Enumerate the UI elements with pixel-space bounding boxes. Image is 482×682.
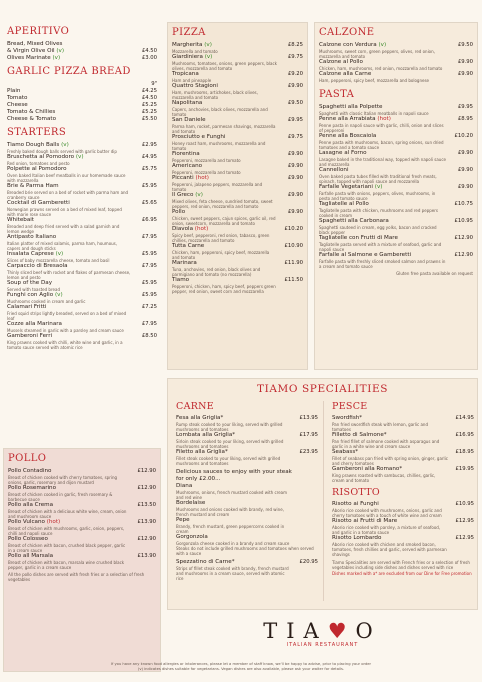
menu-item: Calamari Fritti £7.25 Fried squid strips lightly breaded, served on a bed of mixed leaf [7, 304, 157, 321]
menu-item: Napolitana £9.50 Capers, anchovies, black olives, mozzarella and tomato [172, 100, 303, 117]
specialities-section [167, 378, 478, 610]
menu-item: Calzone alla Carne £9.90 Ham, pepperoni, spicy beef, mozzarella and bolognese [319, 71, 473, 83]
menu-item: Piccanti (hot) £9.90 Pepperoni, jalapeno peppers, mozzarella and tomato [172, 175, 303, 192]
starters-section [3, 127, 161, 350]
column-divider [323, 401, 324, 601]
menu-item: Antipasto Italiano £7.95 Italian platter of mixed salamis, parma ham, houmous, capers and dough sticks [7, 234, 157, 251]
menu-item: Filetto alla Griglia* £23.95 Fillet steak cooked to your liking, served with grilled mushrooms and tomatoes [176, 449, 318, 466]
logo-wordmark: TIA♥O [263, 619, 382, 643]
menu-item: Whitebait £6.95 Breaded and deep fried served with a salad garnish and lemon wedge [7, 217, 157, 234]
promotion-note: Dishes marked with a* are excluded from our Dine for Free promotion [332, 571, 472, 576]
menu-item: Pollo Contadino £12.90 Breast of chicken cooked with cherry tomatoes, spring onions, garlic, rosemary and dijon mustard [8, 468, 156, 485]
menu-item: Insalata Caprese (v) £5.95 Slices of baby mozzarella cheese, tomato and basil [7, 251, 157, 263]
pasta-title: PASTA [319, 89, 355, 100]
menu-item: Filletto di Salmone* £16.95 Pan fried fillet of salmone cooked with asparagus and garlic in a white wine and cream sauce [332, 432, 474, 449]
logo-subtitle: ITALIAN RESTAURANT [286, 642, 359, 648]
sauce-note: Steaks do not include grilled mushrooms and tomatoes when served with a sauce [176, 546, 314, 556]
garlic-bread-section [3, 66, 161, 123]
menu-item: Lombata alla Griglia* £17.95 Sirloin steak cooked to your liking, served with grilled mushrooms and tomatoes [176, 432, 318, 449]
pollo-note: All the pollo dishes are served with fresh fries or a selection of fresh vegetables [8, 572, 145, 582]
menu-item: Risotto ai Funghi £10.95 Aborio rice cooked with mushrooms, onions, garlic and cherry tomatoes with a touch of white wine and cream [332, 501, 474, 518]
specialities-title: TIAMO SPECIALITIES [256, 383, 389, 395]
menu-item: Cheese £5.25 [7, 102, 157, 108]
pesce-risotto-column [328, 401, 478, 576]
aperitivo-title: APERITIVO [7, 26, 70, 37]
menu-item: Farfalle al Salmone e Gamberetti £12.90 Farfalle pasta with freshly sliced smoked salmon and prawns in a cream and tomato sauce [319, 252, 473, 269]
pizza-section [167, 22, 308, 370]
sauce-item: Pepe Brandy, french mustard, green peppercorns cooked in cream [176, 517, 285, 534]
menu-item: Quattro Stagioni £9.90 Ham, mushrooms, artichokes, black olives, mozzarella and tomato [172, 83, 303, 100]
menu-item: Bread, Mixed Olives [7, 41, 63, 47]
menu-item: Gamberoni Ferri £8.50 King prawns cooked with chilli, white wine and garlic, in a tomato sauce served with atomic rice [7, 333, 157, 350]
menu-item: Risotto ai Frutti di Mare £12.95 Aborio rice cooked with parsley, a mixture of seafood, and garlic in a tomato sauce [332, 518, 474, 535]
menu-item: Brie & Parma Ham £5.95 Breaded brie served on a bed of rocket with parma ham and cranberry sauce [7, 183, 157, 200]
allergy-footer [90, 662, 392, 671]
carne-title: CARNE [176, 401, 215, 412]
menu-item: Tagliatelle con Frutti di Mare £12.90 Tagliatelle pasta served with a mixture of seafood, garlic and napoli sauce [319, 235, 473, 252]
calzone-pasta-column [314, 22, 478, 370]
risotto-title: RISOTTO [332, 487, 380, 498]
menu-item: Tomato & Chillies £5.25 [7, 109, 157, 115]
menu-item: Soup of the Day £5.95 Served with toasted bread [7, 280, 157, 292]
menu-item: Tiamo Dough Balls (v) £2.95 Freshly baked dough balls served with garlic butter dip [7, 142, 157, 154]
menu-item: Pollo £9.90 Chicken, sweet peppers, cajun spices, garlic oil, red onion, sweetcorn, mozzarella and tomato [172, 209, 303, 226]
menu-item: Cozze alla Marinara £7.95 Mussels steamed in garlic with a parsley and cream sauce [7, 321, 157, 333]
menu-item: Pollo all Marsala £13.90 Breast of chicken with bacon, marsala wine crushed black pepper, garlic in a cream sauce [8, 553, 156, 570]
menu-item: Spaghetti alla Polpette £9.95 Spaghetti with classic Italian meatballs in napoli sauce [319, 104, 473, 116]
sauce-heading: Delicious sauces to enjoy with your steak for only £2.00... [176, 469, 292, 482]
menu-item: Spaghetti alla Carbonara £10.95 Spaghetti sauteed in cream, egg yolks, bacon and cracked black pepper [319, 218, 473, 235]
gluten-free-note: Gluten free pasta available on request [396, 271, 473, 276]
menu-item: Swordfish* £14.95 Pan fried swordfish steak with lemon, garlic and tomatoes [332, 415, 474, 432]
restaurant-logo [167, 620, 478, 649]
aperitivo-section [3, 26, 161, 62]
calzone-title: CALZONE [319, 27, 375, 38]
calzone-section [315, 27, 477, 83]
menu-item: Penne alla Boscaiola £10.20 Penne pasta with mushrooms, bacon, spring onions, sun dried tomatoes and a tomato sauce [319, 133, 473, 150]
menu-item: Polpette al Pomodoro £5.75 Oven baked Italian beef meatballs in our homemade sauce with mozzarella [7, 166, 157, 183]
menu-item: Tiamo £11.50 Pepperoni, chicken, ham, spicy beef, peppers green pepper, red onion, sweet corn and mozzarella [172, 277, 303, 294]
menu-item: Pollo alla Crema £13.50 Breast of chicken with a delicious white wine, cream, onion and mushroom sauce [8, 502, 156, 519]
menu-item: Tutta Carne £10.90 Chicken, ham, pepperoni, spicy beef, mozzarella and tomato [172, 243, 303, 260]
menu-item: Spezzatino di Carne* £20.95 Strips of fillet steak cooked with brandy, french mustard and mushrooms in a cream sauce, served with atomic rice [176, 559, 318, 581]
menu-item: Tomato £4.50 [7, 95, 157, 101]
pizza-title: PIZZA [172, 27, 206, 38]
size-label: 9" [151, 81, 157, 87]
menu-item: Il Greco (v) £9.90 Mixed olives, feta cheese, sundried tomato, sweet peppers, red onion, mozzarella and tomato [172, 192, 303, 209]
menu-item: Calzone al Pollo £9.90 Chicken, ham, mushrooms, red onion, mozzarella and tomato [319, 59, 473, 71]
pollo-section [3, 448, 161, 672]
menu-item: Prosciutto e Funghi £9.75 Honey roast ham, mushrooms, mozzarella and tomato [172, 134, 303, 151]
pesce-title: PESCE [332, 401, 368, 412]
menu-item: Calzone con Verdura (v) £9.50 Mushrooms, sweet corn, green peppers, olives, red onion, mozzarella and tomato [319, 42, 473, 59]
sauce-item: Gorgonzola Gorgonzola cheese cooked in a brandy and cream sauce [176, 534, 290, 546]
menu-item: Lasagne al Forno £9.90 Lasagne baked in the traditional way, topped with napoli sauce and mozzarella [319, 150, 473, 167]
left-column [3, 22, 161, 440]
menu-item: Penne alla Arrabiata (hot) £8.95 Penne pasta in napoli sauce with garlic, chilli, onion and slices of pepperoni [319, 116, 473, 133]
menu-item: Pollo Vulcano (hot) £13.90 Breast of chicken with mushrooms, garlic, onion, peppers, chilli and napoli sauce [8, 519, 156, 536]
menu-item: Fiorentina £9.90 Pepperoni, mozzarella and tomato [172, 151, 303, 163]
menu-item: Tagliatelle al Pollo £10.75 Tagliatelle pasta with chicken, mushrooms and red peppers cooked in cream [319, 201, 473, 218]
menu-item: Pollo Rosemarino £12.90 Breast of chicken cooked in garlic, fresh rosemary & barbecue sauce [8, 485, 156, 502]
menu-item: Marinara £11.90 Tuna, anchovies, red onion, black olives and parmigiano and tomato (no mozzarella) [172, 260, 303, 277]
vegetarian-notice: (v) indicates dishes suitable for vegetarians. Vegan dishes are also available, please ask your waiter for details. [137, 666, 345, 671]
pollo-title: POLLO [8, 453, 47, 464]
menu-item: Risotto Lombardo £12.95 Aborio rice cooked with chicken and smoked bacon, tomatoes, fresh chillies and garlic, served with parmesan shavings [332, 535, 474, 557]
allergy-notice: If you have any known food allergies or intolerances, please let a member of staff know, we'll be happy to advise, prior to placing your order [110, 662, 372, 666]
carne-column [172, 401, 322, 581]
pasta-section [315, 89, 477, 276]
menu-item: Farfalle Vegetariani (v) £9.90 Farfalle pasta with onions, peppers, olives, mushrooms, in pesto and tomato sauce [319, 184, 473, 201]
menu-item: Margherita (v) £8.25 Mozzarella and tomato [172, 42, 303, 54]
menu-item: Cocktail di Gamberetti £5.65 Norwegian prawns served on a bed of mixed leaf, topped with marie rose sauce [7, 200, 157, 217]
sauce-item: Bordelaise Mushrooms and onions cooked with brandy, red wine, french mustard and cream [176, 500, 284, 517]
menu-item: Americano £9.90 Pepperoni, mozzarella and tomato [172, 163, 303, 175]
menu-item: Gamberoni alla Romano* £19.95 King prawns roasted with sambucas, chillies, garlic, cream and tomato [332, 466, 474, 483]
menu-item: Fesa alla Griglia* £13.95 Rump steak cooked to your liking, served with grilled mushrooms and tomatoes [176, 415, 318, 432]
menu-item: San Daniele £9.95 Parma ham, rocket, parmesan shavings, mozzarella and tomato [172, 117, 303, 134]
menu-item: Seabass* £18.95 Fillet of seabass pan fried with spring onion, ginger, garlic and cherry tomatoes [332, 449, 474, 466]
menu-item: Plain £4.25 [7, 88, 157, 94]
menu-item: Cheese & Tomato £5.50 [7, 116, 157, 122]
menu-item: Giardiniera (v) £9.75 Mushrooms, tomatoes, onions, green peppers, black olives, mozzarella and tomato [172, 54, 303, 71]
menu-item: Olives Marinate (v) £3.00 [7, 55, 157, 61]
menu-item: Carpaccio di Bresaola £7.95 Thinly sliced beef with rocket and flakes of parmesan cheese, lemon and pesto [7, 263, 157, 280]
starters-title: STARTERS [7, 127, 67, 138]
menu-item: Funghi con Aglio (v) £5.95 Mushrooms cooked in cream and garlic [7, 292, 157, 304]
sauce-item: Diana Mushrooms, onions, french mustard cooked with cream and red wine [176, 483, 288, 500]
menu-item: Diavola (hot) £10.20 Spicy beef, pepperoni, red onion, tabasco, green chillies, mozzarella and tomato [172, 226, 303, 243]
menu-item: Tropicana £9.20 Ham and pineapple [172, 71, 303, 83]
menu-item: Bruschetta al Pomodoro (v) £4.95 Red onion, tomatoes and pesto [7, 154, 157, 166]
specialities-note: Tiamo Specialities are served with French fries or a selection of fresh vegetables including side dishes and dishes served with rice [332, 560, 470, 570]
menu-item: Pollo Colosseo £12.90 Breast of chicken with bacon, crushed black pepper, garlic in a cream sauce [8, 536, 156, 553]
menu-item: & Virgin Olive Oil (v) £4.50 [7, 48, 157, 54]
menu-item: Cannelloni £9.90 Oven baked pasta tubes filled with traditional fresh meats, spinach, topped with napoli sauce and mozzarella [319, 167, 473, 184]
garlic-bread-title: GARLIC PIZZA BREAD [7, 66, 131, 77]
heart-icon: ♥ [327, 619, 356, 643]
